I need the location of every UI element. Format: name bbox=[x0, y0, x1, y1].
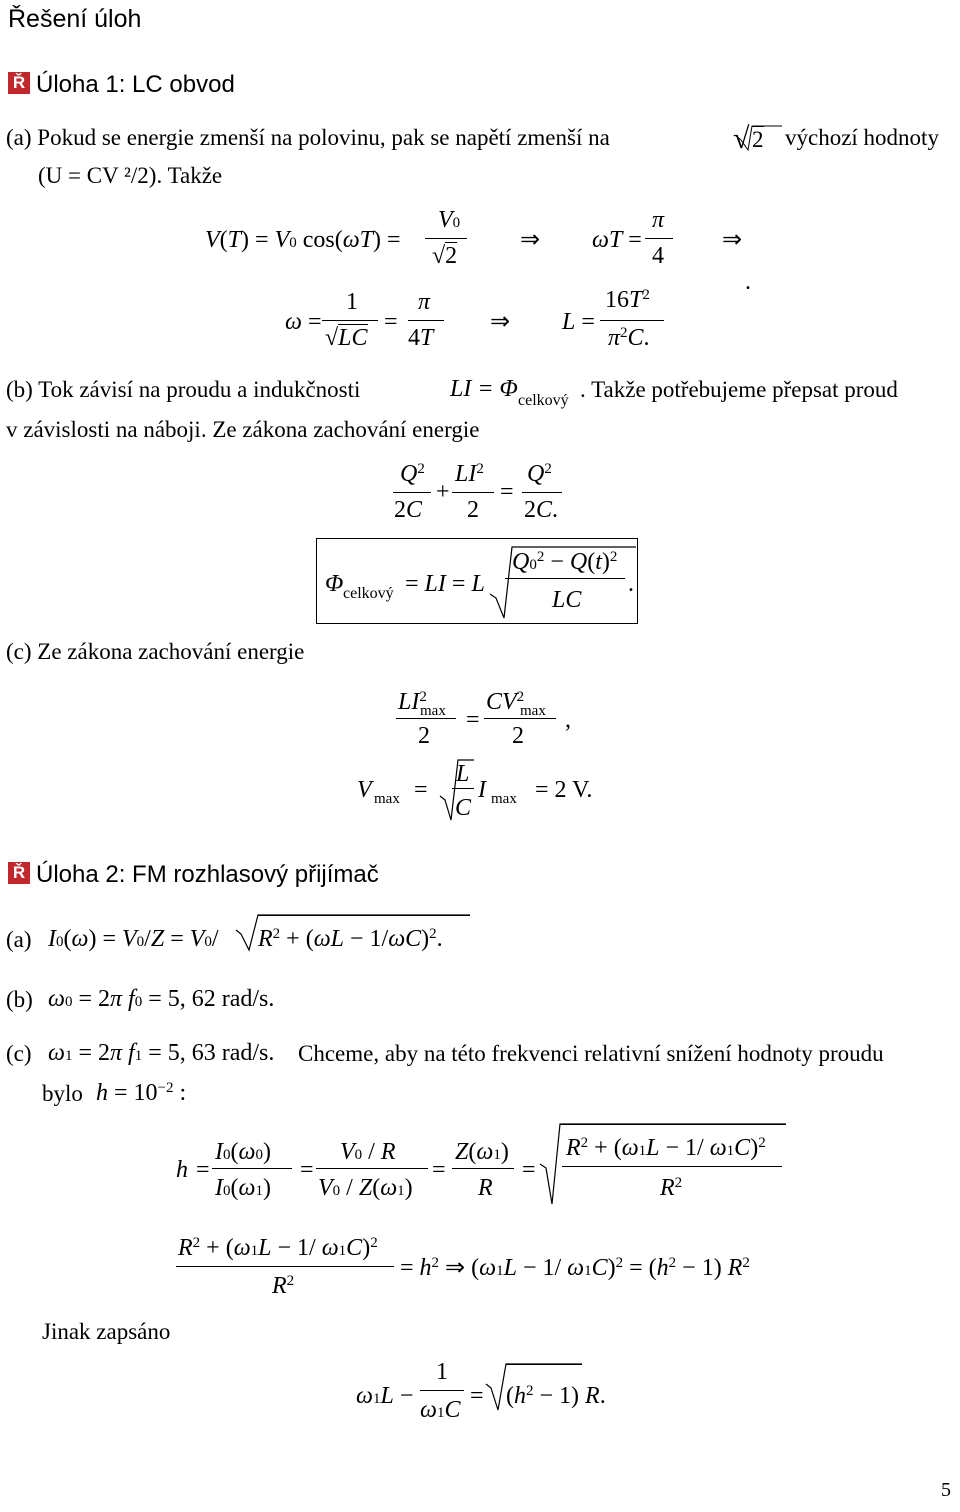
eq6-max: max bbox=[374, 791, 400, 807]
eq6-L: L bbox=[456, 761, 470, 787]
eq3-plus: + bbox=[436, 479, 450, 505]
eq1-pi: π bbox=[652, 207, 665, 233]
task-badge-icon: Ř bbox=[8, 862, 30, 884]
task2-a-eq: I0(ω) = V0/Z = V0/ bbox=[48, 926, 219, 952]
eq5-max: max bbox=[420, 703, 446, 719]
eq7-eq2: = bbox=[300, 1157, 314, 1183]
eq6-V: V bbox=[357, 777, 372, 803]
eq7-d2: V0 / Z(ω1) bbox=[318, 1175, 413, 1201]
eq7-n2: V0 / R bbox=[340, 1139, 396, 1165]
eq1-4: 4 bbox=[652, 243, 664, 269]
task2-a-rad: $R^2 + (\omega L - 1/\omega C)^2$. bbox=[258, 926, 443, 952]
task1-a-expr: (U = CV ²/2) bbox=[38, 163, 157, 188]
eq6-I: I bbox=[478, 777, 486, 803]
task1-b-line2: v závislosti na náboji. Ze zákona zachování energie bbox=[6, 417, 480, 442]
eq6-C: C bbox=[455, 795, 472, 821]
eq4-num: $Q0^2 - Q(t)^2$ bbox=[512, 549, 618, 575]
eq2-4T: 4T bbox=[408, 325, 434, 351]
eq4-rest: = LI = L bbox=[405, 571, 485, 597]
eq3-LI2: $LI^2$ bbox=[455, 461, 484, 487]
eq4-dot: . bbox=[628, 571, 634, 597]
eq7-eq4: = bbox=[522, 1157, 536, 1183]
eq2-L: L = bbox=[562, 309, 595, 335]
page-title: Řešení úloh bbox=[8, 5, 142, 33]
eq4-sub: celkový bbox=[343, 585, 394, 602]
eq2-16T2: $16T^2$ bbox=[605, 287, 650, 313]
eq7-n4: $R^2 + (\omega 1L - 1/$ ω1C)$^2$ bbox=[566, 1135, 766, 1161]
eq5-LI: $LI^2$ bbox=[398, 689, 427, 715]
jinak-text: Jinak zapsáno bbox=[42, 1319, 171, 1344]
eq9-rad: $(h^2 - 1)$ R. bbox=[506, 1383, 606, 1409]
task1-a-text-end: výchozí hodnoty bbox=[785, 125, 939, 150]
eq6-eq: = bbox=[414, 777, 428, 803]
task2-c-line2: bylo bbox=[42, 1081, 83, 1106]
task1-a-line2-end: . Takže bbox=[156, 163, 223, 188]
task1-a-sqrt2: 2 bbox=[752, 127, 764, 152]
task2-heading: Úloha 2: FM rozhlasový přijímač bbox=[36, 861, 379, 888]
eq7-n1: I0(ω0) bbox=[215, 1139, 271, 1165]
task1-b-text-end: . Takže potřebujeme přepsat proud bbox=[580, 377, 898, 402]
task1-a-text: (a) Pokud se energie zmenší na polovinu, pak se napětí zmenší na bbox=[6, 125, 610, 150]
eq7-d1: I0(ω1) bbox=[215, 1175, 271, 1201]
eq3-2C-2: 2C. bbox=[524, 497, 559, 523]
task-badge-icon: Ř bbox=[8, 72, 30, 94]
task1-b-expr: LI = Φ bbox=[450, 376, 518, 402]
task2-c-eq: ω1 = 2π f1 = 5, 63 rad/s. bbox=[48, 1040, 275, 1066]
eq3-2: 2 bbox=[467, 497, 479, 523]
eq7-d3: R bbox=[478, 1175, 493, 1201]
task1-b-sub: celkový bbox=[518, 392, 569, 409]
eq7-n3: Z(ω1) bbox=[455, 1139, 509, 1165]
eq8-n: $R^2 + (\omega 1L - 1/$ ω1C)$^2$ bbox=[178, 1235, 378, 1261]
task2-c-text: Chceme, aby na této frekvenci relativní snížení hodnoty proudu bbox=[298, 1041, 884, 1066]
eq2-1: 1 bbox=[346, 289, 358, 315]
implies-icon: ⇒ bbox=[722, 227, 743, 253]
eq5-comma: , bbox=[565, 707, 571, 733]
eq6-max2: max bbox=[491, 791, 517, 807]
eq3-Q02: $Q^2$ bbox=[527, 461, 552, 487]
eq9-lhs: ω1L − bbox=[356, 1383, 414, 1409]
eq9-1: 1 bbox=[436, 1359, 448, 1385]
eq2-sqrtLC: √LC bbox=[325, 325, 368, 351]
eq1-lhs: V(T) = V0 cos(ωT) = bbox=[205, 227, 401, 253]
task2-b-eq: ω0 = 2π f0 = 5, 62 rad/s. bbox=[48, 986, 275, 1012]
eq5-2: 2 bbox=[418, 723, 430, 749]
eq4-phi: Φ bbox=[325, 571, 344, 597]
eq2-eq: = bbox=[384, 309, 398, 335]
eq7-eq3: = bbox=[432, 1157, 446, 1183]
eq1-mid: ωT = bbox=[592, 227, 642, 253]
eq1-den: √2 bbox=[432, 243, 458, 269]
eq5-max2: max bbox=[520, 703, 546, 719]
page-number: 5 bbox=[941, 1479, 951, 1501]
eq3-Q2: $Q^2$ bbox=[400, 461, 425, 487]
eq2-pi: π bbox=[418, 289, 431, 315]
eq2-omega: ω = bbox=[285, 309, 322, 335]
task1-heading: Úloha 1: LC obvod bbox=[36, 71, 235, 98]
eq5-2b: 2 bbox=[512, 723, 524, 749]
implies-icon: ⇒ bbox=[520, 227, 541, 253]
sqrt-sign: √ bbox=[733, 122, 750, 155]
eq5-CV: $CV^2$ bbox=[486, 689, 525, 715]
eq4-LC: LC bbox=[552, 587, 582, 613]
eq3-eq: = bbox=[500, 479, 514, 505]
eq8-rest: = $h^2$ ⇒ (ω1L − 1/ $\omega 1C)^2 = (h^2 - 1)$ $R^2$ bbox=[400, 1255, 750, 1281]
task1-c-text: (c) Ze zákona zachování energie bbox=[6, 639, 305, 664]
eq9-eq: = bbox=[470, 1383, 484, 1409]
eq6-res: = 2 V. bbox=[535, 777, 593, 803]
dot: . bbox=[745, 269, 751, 295]
task2-a-label: (a) bbox=[6, 927, 32, 952]
eq3-2C: 2C bbox=[394, 497, 423, 523]
eq7-d4: $R^2$ bbox=[660, 1175, 683, 1201]
eq8-d: $R^2$ bbox=[272, 1273, 295, 1299]
task2-b-label: (b) bbox=[6, 987, 33, 1012]
task1-b-text: (b) Tok závisí na proudu a indukčnosti bbox=[6, 377, 361, 402]
eq2-pi2C: $\pi^2C$. bbox=[608, 325, 650, 351]
eq1-num: V0 bbox=[438, 207, 461, 233]
implies-icon: ⇒ bbox=[490, 309, 511, 335]
eq5-eq: = bbox=[466, 707, 480, 733]
eq9-den: ω1C bbox=[420, 1397, 461, 1423]
eq7-h: h bbox=[176, 1157, 188, 1183]
task2-c-h: $h = 10^{-2}$ : bbox=[96, 1080, 187, 1106]
task2-c-label: (c) bbox=[6, 1041, 32, 1066]
eq7-eq1: = bbox=[196, 1157, 210, 1183]
